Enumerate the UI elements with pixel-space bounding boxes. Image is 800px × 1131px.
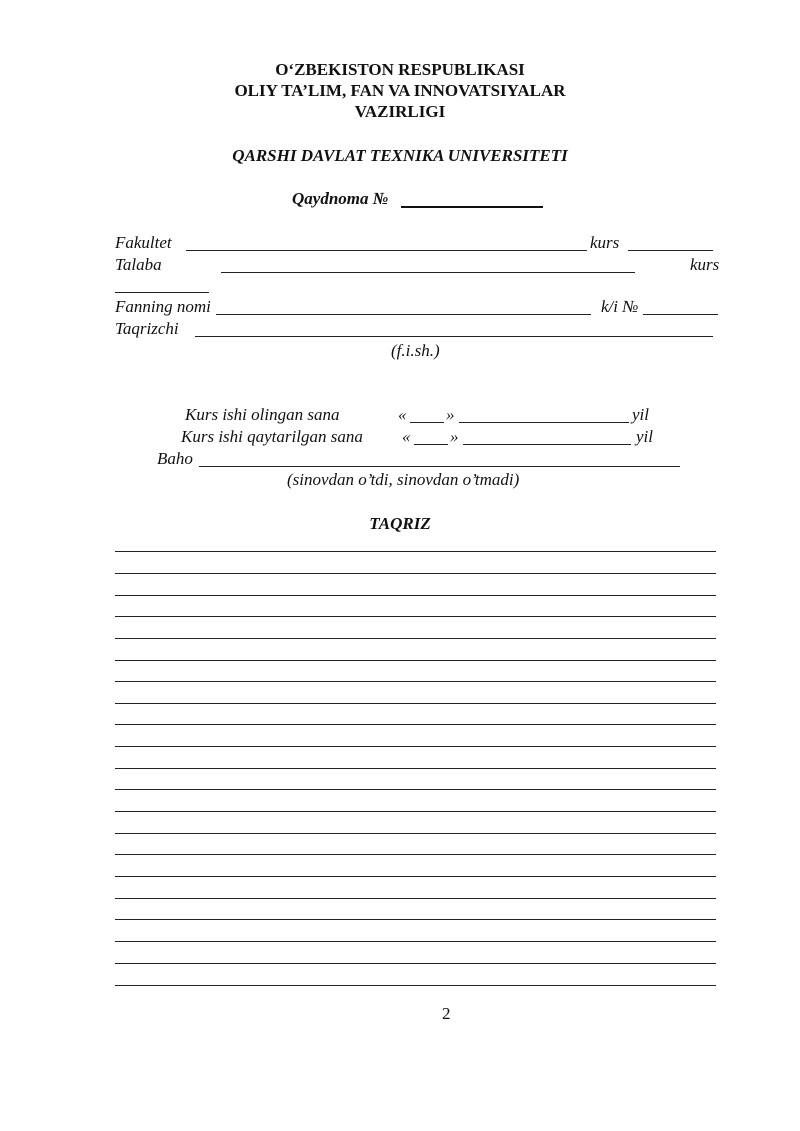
received-quote-open: « bbox=[398, 405, 407, 424]
student-field[interactable] bbox=[221, 272, 635, 273]
returned-day-field[interactable] bbox=[414, 444, 448, 445]
returned-year-label: yil bbox=[636, 427, 653, 446]
page-number: 2 bbox=[442, 1004, 451, 1023]
received-month-field[interactable] bbox=[459, 422, 629, 423]
reviewer-hint: (f.i.sh.) bbox=[391, 341, 440, 360]
review-line[interactable] bbox=[115, 919, 716, 920]
review-line[interactable] bbox=[115, 573, 716, 574]
returned-quote-open: « bbox=[402, 427, 411, 446]
returned-month-field[interactable] bbox=[463, 444, 631, 445]
reviewer-field[interactable] bbox=[195, 336, 713, 337]
received-date-label: Kurs ishi olingan sana bbox=[185, 405, 340, 424]
review-line[interactable] bbox=[115, 681, 716, 682]
subject-label: Fanning nomi bbox=[115, 297, 211, 316]
review-line[interactable] bbox=[115, 854, 716, 855]
review-line[interactable] bbox=[115, 985, 716, 986]
ministry-name-end: VAZIRLIGI bbox=[354, 102, 446, 121]
received-year-label: yil bbox=[632, 405, 649, 424]
received-quote-close: » bbox=[446, 405, 455, 424]
review-line[interactable] bbox=[115, 616, 716, 617]
ki-label: k/i № bbox=[601, 297, 639, 316]
review-line[interactable] bbox=[115, 811, 716, 812]
student-label: Talaba bbox=[115, 255, 162, 274]
grade-label: Baho bbox=[157, 449, 193, 468]
review-line[interactable] bbox=[115, 789, 716, 790]
returned-quote-close: » bbox=[450, 427, 459, 446]
review-line[interactable] bbox=[115, 703, 716, 704]
course-field[interactable] bbox=[628, 250, 713, 251]
student-course-field[interactable] bbox=[115, 292, 209, 293]
reviewer-label: Taqrizchi bbox=[115, 319, 179, 338]
review-line[interactable] bbox=[115, 551, 716, 552]
review-line[interactable] bbox=[115, 724, 716, 725]
review-line[interactable] bbox=[115, 833, 716, 834]
review-line[interactable] bbox=[115, 638, 716, 639]
review-line[interactable] bbox=[115, 876, 716, 877]
ministry-country: O‘ZBEKISTON RESPUBLIKASI bbox=[275, 60, 525, 79]
review-line[interactable] bbox=[115, 768, 716, 769]
review-line[interactable] bbox=[115, 963, 716, 964]
student-course-label: kurs bbox=[690, 255, 720, 274]
review-line[interactable] bbox=[115, 746, 716, 747]
course-label: kurs bbox=[590, 233, 620, 252]
faculty-label: Fakultet bbox=[115, 233, 172, 252]
subject-field[interactable] bbox=[216, 314, 591, 315]
grade-hint: (sinovdan o’tdi, sinovdan o’tmadi) bbox=[287, 470, 520, 489]
record-label: Qaydnoma № bbox=[292, 189, 389, 208]
review-line[interactable] bbox=[115, 660, 716, 661]
review-title: TAQRIZ bbox=[369, 514, 431, 533]
received-day-field[interactable] bbox=[410, 422, 444, 423]
university-name: QARSHI DAVLAT TEXNIKA UNIVERSITETI bbox=[232, 146, 568, 165]
grade-field[interactable] bbox=[199, 466, 680, 467]
returned-date-label: Kurs ishi qaytarilgan sana bbox=[181, 427, 363, 446]
record-number-field[interactable] bbox=[401, 206, 543, 208]
faculty-field[interactable] bbox=[186, 250, 587, 251]
review-line[interactable] bbox=[115, 941, 716, 942]
review-line[interactable] bbox=[115, 595, 716, 596]
review-line[interactable] bbox=[115, 898, 716, 899]
ministry-name: OLIY TA’LIM, FAN VA INNOVATSIYALAR bbox=[234, 81, 566, 100]
ki-field[interactable] bbox=[643, 314, 718, 315]
